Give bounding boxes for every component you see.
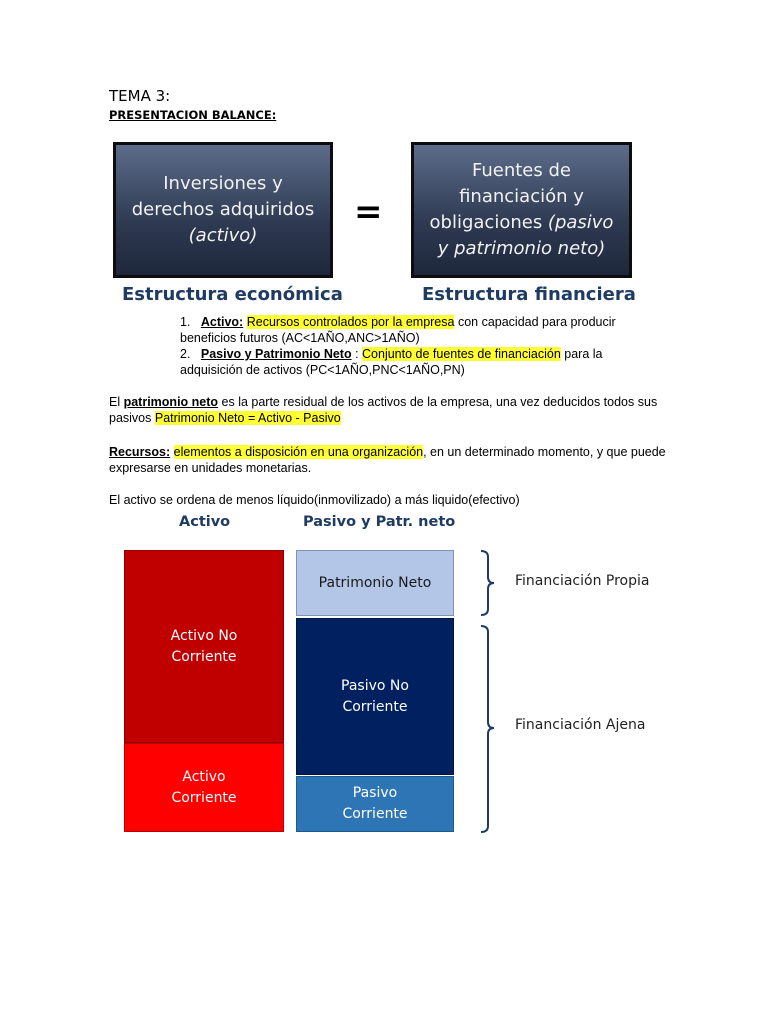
activo-order-paragraph: El activo se ordena de menos líquido(inmovilizado) a más liquido(efectivo) <box>109 493 520 507</box>
activo-column-heading: Activo <box>179 514 231 530</box>
activo-box-line: Inversiones y <box>163 173 283 194</box>
estructura-financiera-label: Estructura financiera <box>422 284 636 305</box>
pasivo-box-text-italic: (pasivo <box>547 212 614 233</box>
brace-propia-icon <box>476 549 496 617</box>
paragraph-text: , en un determinado momento, y que puede expresarse en unidades monetarias. <box>109 445 666 475</box>
activo-no-corriente-block <box>124 550 284 743</box>
paragraph-text: es la parte residual de los activos de la empresa, una vez deducidos todos sus pasivos <box>109 395 658 425</box>
list-item <box>180 314 660 346</box>
patrimonio-neto-paragraph <box>109 394 669 426</box>
activo-box-line: (activo) <box>188 225 258 246</box>
estructura-economica-label: Estructura económica <box>122 284 343 305</box>
list-text: con capacidad para producir beneficios futuros (AC<1AÑO,ANC>1AÑO) <box>180 315 616 345</box>
paragraph-text: El <box>109 395 124 409</box>
brace-ajena-icon <box>476 624 496 834</box>
pasivo-column-heading: Pasivo y Patr. neto <box>303 514 456 530</box>
list-term: Activo: <box>200 315 244 329</box>
list-item <box>180 346 660 378</box>
pasivo-definition-box <box>411 142 632 278</box>
financiacion-propia-label: Financiación Propia <box>515 573 650 589</box>
block-label: Activo <box>182 768 226 785</box>
block-label: Patrimonio Neto <box>318 574 432 591</box>
pasivo-box-text: obligaciones <box>429 212 548 233</box>
block-label: Corriente <box>342 698 408 715</box>
block-label: Activo No <box>170 627 238 644</box>
paragraph-highlight: elementos a disposición en una organización <box>173 445 424 459</box>
patrimonio-neto-block <box>296 550 454 616</box>
list-number: 2. <box>180 347 191 361</box>
pasivo-no-corriente-block <box>296 618 454 775</box>
block-label: Corriente <box>171 789 237 806</box>
list-term: Pasivo y Patrimonio Neto <box>200 347 352 361</box>
block-label: Pasivo <box>352 785 398 801</box>
list-separator: : <box>351 347 363 361</box>
definition-list <box>180 314 660 378</box>
block-label: Corriente <box>342 806 408 822</box>
pasivo-box-line: financiación y <box>459 186 584 207</box>
list-highlight: Recursos controlados por la empresa <box>246 315 455 329</box>
block-label: Pasivo No <box>341 677 409 694</box>
section-heading: PRESENTACION BALANCE: <box>109 108 277 122</box>
list-text: para la adquisición de activos (PC<1AÑO,PNC<1AÑO,PN) <box>180 347 603 377</box>
paragraph-highlight: Patrimonio Neto = Activo - Pasivo <box>154 411 341 425</box>
financiacion-ajena-label: Financiación Ajena <box>515 717 646 733</box>
pasivo-corriente-block <box>296 776 454 832</box>
pasivo-box-line: Fuentes de <box>471 160 571 181</box>
paragraph-term: Recursos: <box>109 445 171 459</box>
block-label: Corriente <box>171 648 237 665</box>
list-number: 1. <box>180 315 191 329</box>
activo-definition-box <box>113 142 333 278</box>
pasivo-box-line: y patrimonio neto) <box>437 238 606 259</box>
topic-title: TEMA 3: <box>109 87 171 105</box>
pasivo-box-line <box>430 210 614 236</box>
equals-sign: = <box>354 192 383 232</box>
recursos-paragraph <box>109 444 669 476</box>
activo-corriente-block <box>124 743 284 832</box>
list-highlight: Conjunto de fuentes de financiación <box>362 347 561 361</box>
paragraph-term: patrimonio neto <box>123 395 219 409</box>
activo-box-line: derechos adquiridos <box>131 199 315 220</box>
